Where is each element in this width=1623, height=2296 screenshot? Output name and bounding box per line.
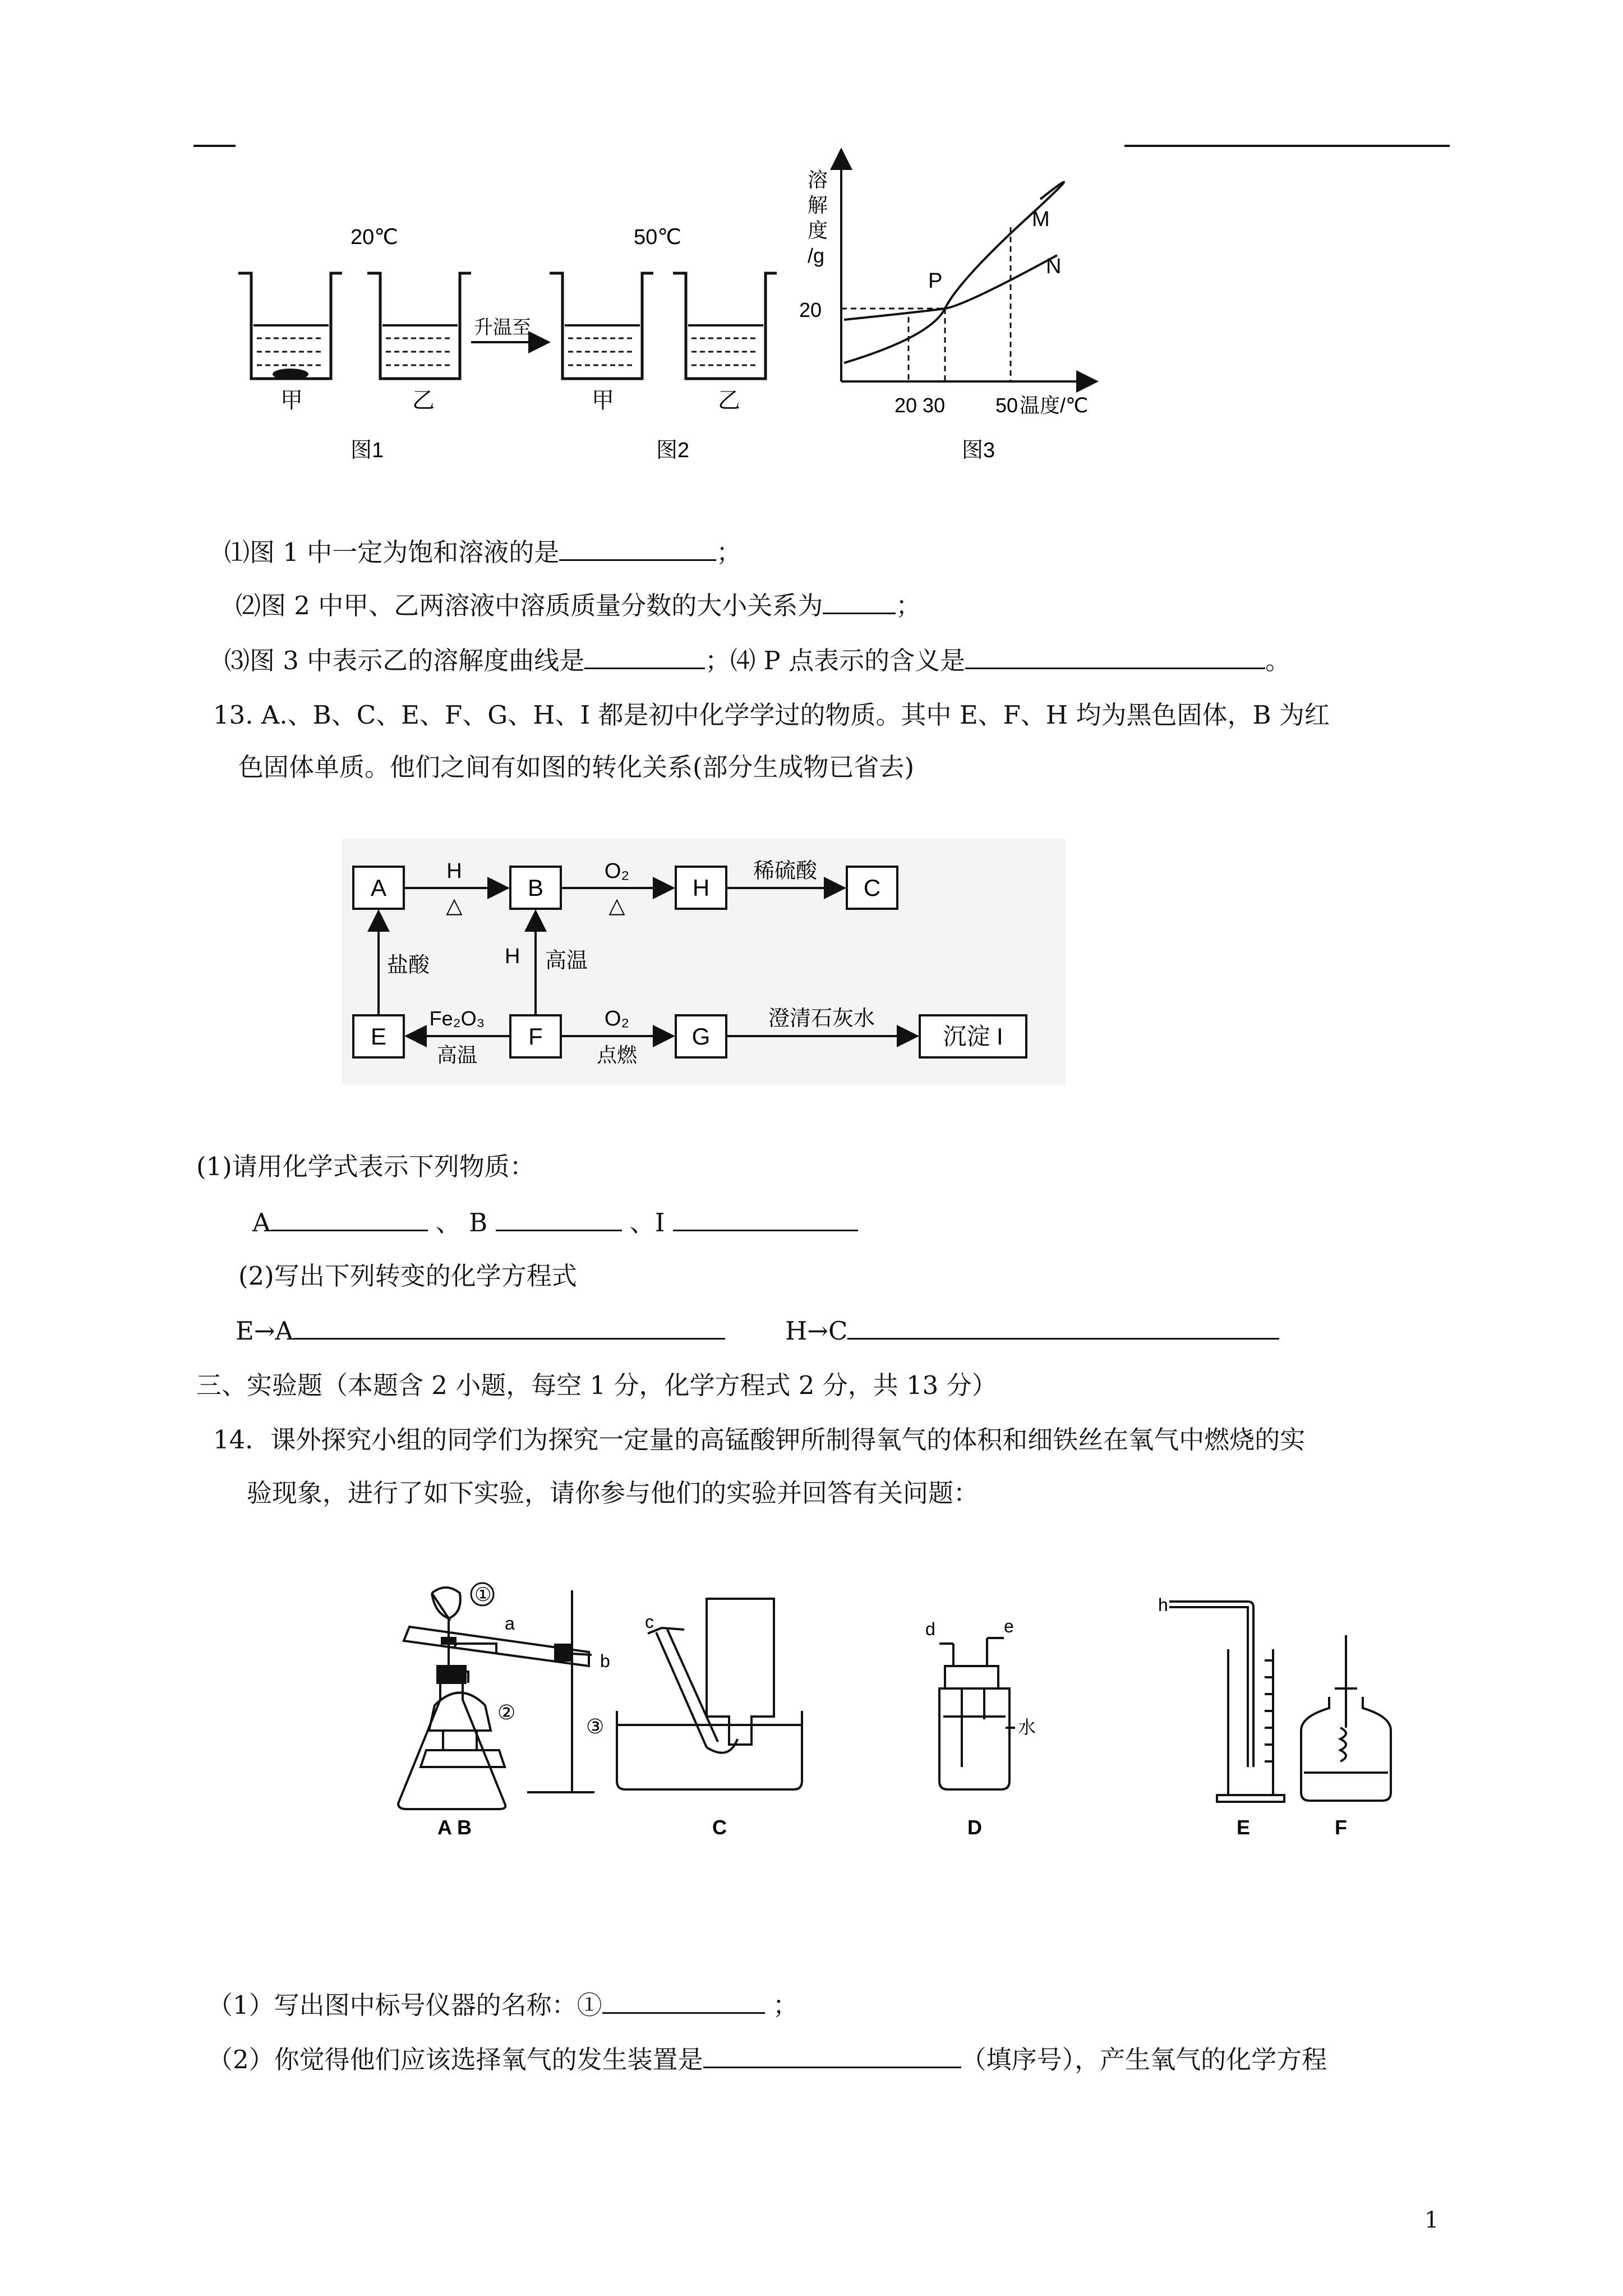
label-app-a: A bbox=[437, 1816, 452, 1839]
q14-sub1-end: ； bbox=[764, 1990, 798, 2020]
q13-stem-2: 色固体单质。他们之间有如图的转化关系(部分生成物已省去) bbox=[238, 752, 915, 782]
q14-sub1 bbox=[208, 1989, 798, 2022]
q13-sub2: (2)写出下列转变的化学方程式 bbox=[238, 1261, 577, 1291]
label-app-e: E bbox=[1237, 1816, 1251, 1839]
label-c: c bbox=[645, 1612, 654, 1632]
apparatus-a bbox=[398, 1588, 505, 1809]
q12-blank-2[interactable] bbox=[823, 589, 896, 614]
fig1-caption: 图1 bbox=[351, 439, 384, 462]
fig2-yi: 乙 bbox=[718, 388, 740, 413]
fb-h: H bbox=[505, 945, 520, 968]
q12-blank-4[interactable] bbox=[965, 644, 1265, 669]
q13-blank-i[interactable] bbox=[673, 1206, 858, 1231]
q13-sep1: 、 B bbox=[427, 1208, 488, 1237]
fig3-dashes bbox=[841, 227, 1011, 381]
apparatus-e bbox=[1169, 1602, 1284, 1802]
box-b-label: B bbox=[527, 875, 544, 901]
q14-blank-1[interactable] bbox=[602, 1989, 765, 2014]
curve-m bbox=[844, 182, 1064, 363]
q13-stem-1: 13. A.、B、C、E、F、G、H、I 都是初中化学学过的物质。其中 E、F、H 均为黑色固体，B 为红 bbox=[213, 700, 1330, 730]
apparatus-d bbox=[939, 1638, 1015, 1789]
label-h: h bbox=[1158, 1595, 1168, 1615]
q13-fill-line bbox=[252, 1206, 858, 1240]
fe-bot: 高温 bbox=[436, 1043, 478, 1066]
label-b: b bbox=[600, 1651, 610, 1671]
fig3-xticks: 20 30 bbox=[895, 394, 946, 417]
fig1-jia: 甲 bbox=[280, 388, 303, 413]
fig3-ylabel-4: /g bbox=[808, 244, 825, 267]
q14-apparatus bbox=[393, 1582, 1402, 1840]
bh-bot: △ bbox=[608, 894, 625, 918]
q13-blank-hc[interactable] bbox=[847, 1314, 1279, 1340]
q13-eq-line bbox=[236, 1314, 725, 1348]
label-app-c: C bbox=[712, 1816, 727, 1839]
label-water: 水 bbox=[1018, 1717, 1036, 1737]
label-app-b: B bbox=[457, 1816, 472, 1839]
section-3-heading: 三、实验题（本题含 2 小题，每空 1 分，化学方程式 2 分，共 13 分） bbox=[196, 1370, 997, 1400]
fig3-ylabel-1: 溶 bbox=[808, 168, 828, 191]
q12-s1-end: ； bbox=[716, 537, 742, 567]
q13-eq-line-2 bbox=[785, 1314, 1279, 1348]
fig2-temp: 50℃ bbox=[634, 226, 681, 249]
fig3-ylabel-2: 解 bbox=[808, 194, 828, 217]
fig2-jia: 甲 bbox=[592, 388, 614, 413]
solubility-figures bbox=[224, 143, 1133, 480]
q12-s2-end: ； bbox=[896, 591, 921, 620]
hc-top: 稀硫酸 bbox=[753, 859, 818, 883]
q12-line-1 bbox=[224, 536, 741, 569]
q12-blank-3[interactable] bbox=[584, 644, 705, 669]
label-e: e bbox=[1004, 1616, 1014, 1636]
box-h-label: H bbox=[692, 875, 710, 901]
fig3-ylabel-3: 度 bbox=[808, 219, 828, 242]
q13-blank-b[interactable] bbox=[496, 1206, 622, 1231]
fig3-x50: 50 bbox=[995, 394, 1018, 417]
q13-blank-a[interactable] bbox=[271, 1206, 428, 1231]
ab-bot: △ bbox=[446, 894, 463, 918]
q14-stem-1: 14．课外探究小组的同学们为探究一定量的高锰酸钾所制得氧气的体积和细铁丝在氧气中燃烧的实 bbox=[213, 1425, 1306, 1455]
beaker-jia-1 bbox=[238, 273, 342, 380]
label-d: d bbox=[925, 1619, 935, 1639]
fig2-caption: 图2 bbox=[656, 439, 690, 462]
box-e-label: E bbox=[370, 1023, 387, 1050]
box-f-label: F bbox=[528, 1023, 543, 1050]
box-a-label: A bbox=[370, 875, 387, 901]
q12-blank-1[interactable] bbox=[559, 536, 716, 561]
q13-ea: E→A bbox=[236, 1316, 294, 1346]
fg-top: O₂ bbox=[604, 1007, 630, 1030]
bh-top: O₂ bbox=[604, 859, 630, 883]
fig3-xlabel: 温度/℃ bbox=[1020, 394, 1089, 417]
fe-top: Fe₂O₃ bbox=[429, 1007, 485, 1030]
q14-stem-2: 验现象，进行了如下实验，请你参与他们的实验并回答有关问题： bbox=[247, 1478, 979, 1508]
arrow-label: 升温至 bbox=[474, 317, 531, 338]
label-app-f: F bbox=[1335, 1816, 1347, 1839]
q12-s3-mid: ；⑷ P 点表示的含义是 bbox=[705, 646, 966, 675]
q14-sub2 bbox=[208, 2043, 1327, 2077]
page-number: 1 bbox=[1424, 2207, 1439, 2233]
apparatus-b bbox=[404, 1590, 594, 1792]
q13-flow-diagram bbox=[342, 839, 1066, 1085]
q12-line-2 bbox=[236, 589, 921, 623]
q12-s3-end: 。 bbox=[1265, 646, 1291, 675]
label-circle-1: ① bbox=[474, 1584, 492, 1605]
q12-s2: ⑵图 2 中甲、乙两溶液中溶质质量分数的大小关系为 bbox=[236, 591, 823, 620]
q13-a-label: A bbox=[252, 1208, 271, 1237]
q13-sep2: 、I bbox=[621, 1208, 665, 1237]
beaker-yi-2 bbox=[673, 273, 777, 379]
box-i-label: 沉淀 I bbox=[943, 1023, 1003, 1050]
box-g-label: G bbox=[691, 1023, 711, 1050]
q12-s1: ⑴图 1 中一定为饱和溶液的是 bbox=[224, 537, 560, 567]
fig1-temp: 20℃ bbox=[351, 226, 398, 249]
label-circle-2: ② bbox=[497, 1701, 516, 1724]
fig3-y20: 20 bbox=[799, 298, 822, 321]
ea-label: 盐酸 bbox=[387, 954, 430, 977]
fig3-curve-m: M bbox=[1032, 208, 1050, 231]
fig3-point-p: P bbox=[928, 269, 943, 293]
beaker-jia-2 bbox=[550, 273, 653, 379]
beaker-yi-1 bbox=[367, 273, 471, 379]
q13-blank-ea[interactable] bbox=[293, 1314, 725, 1340]
q13-sub1: (1)请用化学式表示下列物质： bbox=[196, 1152, 535, 1181]
fig3-caption: 图3 bbox=[962, 439, 995, 462]
header-rule-right bbox=[1124, 145, 1450, 147]
q12-line-3 bbox=[224, 644, 1290, 678]
label-circle-3: ③ bbox=[586, 1715, 605, 1738]
q13-hc: H→C bbox=[785, 1316, 848, 1346]
box-c-label: C bbox=[863, 875, 881, 901]
q12-s3: ⑶图 3 中表示乙的溶解度曲线是 bbox=[224, 646, 585, 675]
q14-sub2-end: （填序号），产生氧气的化学方程 bbox=[961, 2045, 1327, 2074]
gi-top: 澄清石灰水 bbox=[768, 1007, 875, 1030]
q14-sub2-text: （2）你觉得他们应该选择氧气的发生装置是 bbox=[208, 2045, 703, 2074]
label-a: a bbox=[505, 1613, 515, 1634]
curve-n bbox=[844, 255, 1057, 320]
ab-top: H bbox=[446, 859, 462, 883]
fig3-curve-n: N bbox=[1046, 255, 1062, 278]
q14-sub1-text: （1）写出图中标号仪器的名称：① bbox=[208, 1990, 602, 2020]
fg-bot: 点燃 bbox=[596, 1043, 638, 1066]
fb-label: 高温 bbox=[545, 949, 588, 973]
label-app-d: D bbox=[967, 1816, 982, 1839]
apparatus-f bbox=[1301, 1635, 1391, 1801]
fig1-yi: 乙 bbox=[412, 388, 435, 413]
q14-blank-2[interactable] bbox=[703, 2043, 961, 2068]
